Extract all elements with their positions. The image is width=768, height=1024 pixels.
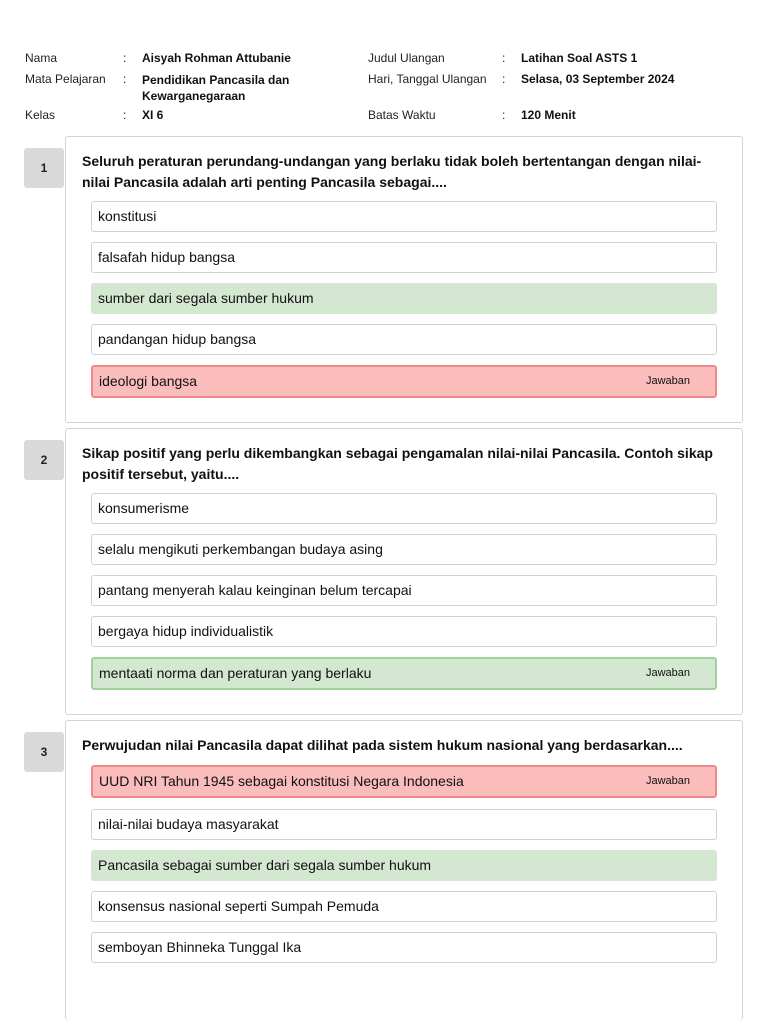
- question-text: Perwujudan nilai Pancasila dapat dilihat pada sistem hukum nasional yang berdasarkan....: [82, 737, 683, 753]
- answer-tag: Jawaban: [645, 667, 690, 679]
- option-label: nilai-nilai budaya masyarakat: [98, 816, 279, 832]
- option-label: UUD NRI Tahun 1945 sebagai konstitusi Negara Indonesia: [99, 773, 464, 789]
- option-label: ideologi bangsa: [99, 373, 198, 389]
- name-value: Aisyah Rohman Attubanie: [142, 51, 291, 65]
- question-text: Seluruh peraturan perundang-undangan yang berlaku tidak boleh bertentangan dengan nilai-nilai Pancasila adalah arti penting Pancasila sebagai....: [82, 153, 702, 190]
- time-limit-value: 120 Menit: [521, 108, 576, 122]
- option-label: falsafah hidup bangsa: [98, 249, 235, 265]
- exam-title-colon: :: [502, 51, 506, 65]
- option-label: semboyan Bhinneka Tunggal Ika: [98, 939, 302, 955]
- name-colon: :: [123, 51, 127, 65]
- option-3d[interactable]: [91, 891, 717, 922]
- option-3c[interactable]: [91, 850, 717, 881]
- option-1b[interactable]: [91, 242, 717, 273]
- option-2e[interactable]: [91, 657, 717, 690]
- option-3b[interactable]: [91, 809, 717, 840]
- option-1a[interactable]: [91, 201, 717, 232]
- option-3e[interactable]: [91, 932, 717, 963]
- option-1e[interactable]: [91, 365, 717, 398]
- exam-title-value: Latihan Soal ASTS 1: [521, 51, 638, 65]
- question-text: Sikap positif yang perlu dikembangkan sebagai pengamalan nilai-nilai Pancasila. Contoh sikap positif tersebut, yaitu....: [82, 445, 713, 482]
- option-2b[interactable]: [91, 534, 717, 565]
- option-3a[interactable]: [91, 765, 717, 798]
- question-card-1: [65, 136, 743, 423]
- option-label: pandangan hidup bangsa: [98, 331, 257, 347]
- class-colon: :: [123, 108, 127, 122]
- option-1d[interactable]: [91, 324, 717, 355]
- option-label: selalu mengikuti perkembangan budaya asing: [98, 541, 383, 557]
- option-label: mentaati norma dan peraturan yang berlaku: [99, 665, 372, 681]
- option-label: sumber dari segala sumber hukum: [98, 290, 314, 306]
- name-label: Nama: [25, 51, 58, 65]
- question-number-1: 1: [24, 148, 64, 188]
- question-number-3: 3: [24, 732, 64, 772]
- time-limit-colon: :: [502, 108, 506, 122]
- exam-date-value: Selasa, 03 September 2024: [521, 72, 675, 86]
- subject-colon: :: [123, 72, 127, 86]
- subject-label: Mata Pelajaran: [25, 72, 106, 86]
- question-number-2: 2: [24, 440, 64, 480]
- answer-tag: Jawaban: [645, 375, 690, 387]
- option-label: konsumerisme: [98, 500, 190, 516]
- exam-title-label: Judul Ulangan: [368, 51, 445, 65]
- option-label: bergaya hidup individualistik: [98, 623, 274, 639]
- class-label: Kelas: [25, 108, 56, 122]
- option-1c[interactable]: [91, 283, 717, 314]
- option-label: Pancasila sebagai sumber dari segala sumber hukum: [98, 857, 432, 873]
- option-label: konstitusi: [98, 208, 157, 224]
- subject-value: Pendidikan Pancasila dan Kewarganegaraan: [142, 73, 290, 103]
- question-card-3: [65, 720, 743, 1020]
- option-2d[interactable]: [91, 616, 717, 647]
- option-2c[interactable]: [91, 575, 717, 606]
- question-card-2: [65, 428, 743, 715]
- option-2a[interactable]: [91, 493, 717, 524]
- option-label: pantang menyerah kalau keinginan belum tercapai: [98, 582, 412, 598]
- time-limit-label: Batas Waktu: [368, 108, 436, 122]
- answer-tag: Jawaban: [645, 775, 690, 787]
- exam-date-label: Hari, Tanggal Ulangan: [368, 72, 487, 86]
- class-value: XI 6: [142, 108, 164, 122]
- option-label: konsensus nasional seperti Sumpah Pemuda: [98, 898, 379, 914]
- exam-date-colon: :: [502, 72, 506, 86]
